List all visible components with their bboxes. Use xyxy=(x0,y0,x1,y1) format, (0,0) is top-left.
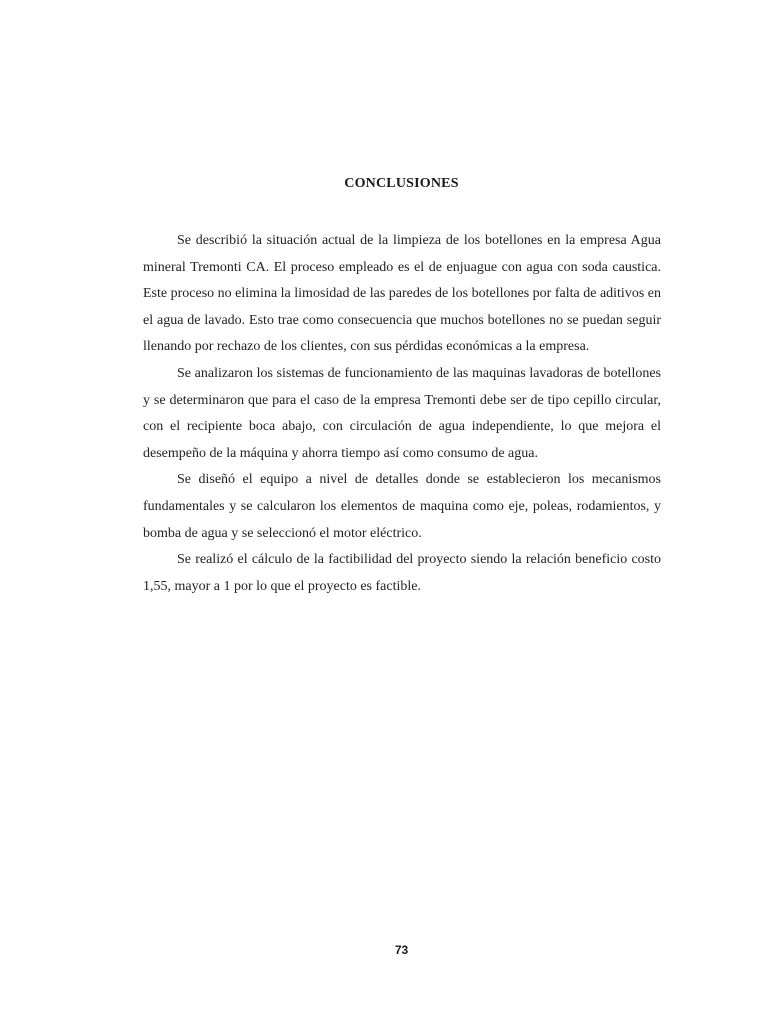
paragraph-1: Se describió la situación actual de la limpieza de los botellones en la empresa Agua mineral Tremonti CA. El proceso empleado es el de enjuague con agua con soda caustica. Este proceso no elimina la limosidad de las paredes de los botellones por falta de aditivos en el agua de lavado. Esto trae como consecuencia que muchos botellones no se puedan seguir llenando por rechazo de los clientes, con sus pérdidas económicas a la empresa. xyxy=(143,233,661,355)
page-number: 73 xyxy=(394,943,409,957)
paragraph-4: Se realizó el cálculo de la factibilidad del proyecto siendo la relación beneficio costo 1,55, mayor a 1 por lo que el proyecto es factible. xyxy=(143,552,661,594)
paragraph-3: Se diseñó el equipo a nivel de detalles donde se establecieron los mecanismos fundamentales y se calcularon los elementos de maquina como eje, poleas, rodamientos, y bomba de agua y se seleccionó el motor eléctrico. xyxy=(143,472,661,541)
paragraph-2: Se analizaron los sistemas de funcionamiento de las maquinas lavadoras de botellones y se determinaron que para el caso de la empresa Tremonti debe ser de tipo cepillo circular, con el recipiente boca abajo, con circulación de agua independiente, lo que mejora el desempeño de la máquina y ahorra tiempo así como consumo de agua. xyxy=(143,365,661,461)
page-title: CONCLUSIONES xyxy=(344,176,459,191)
document-body xyxy=(143,228,661,600)
